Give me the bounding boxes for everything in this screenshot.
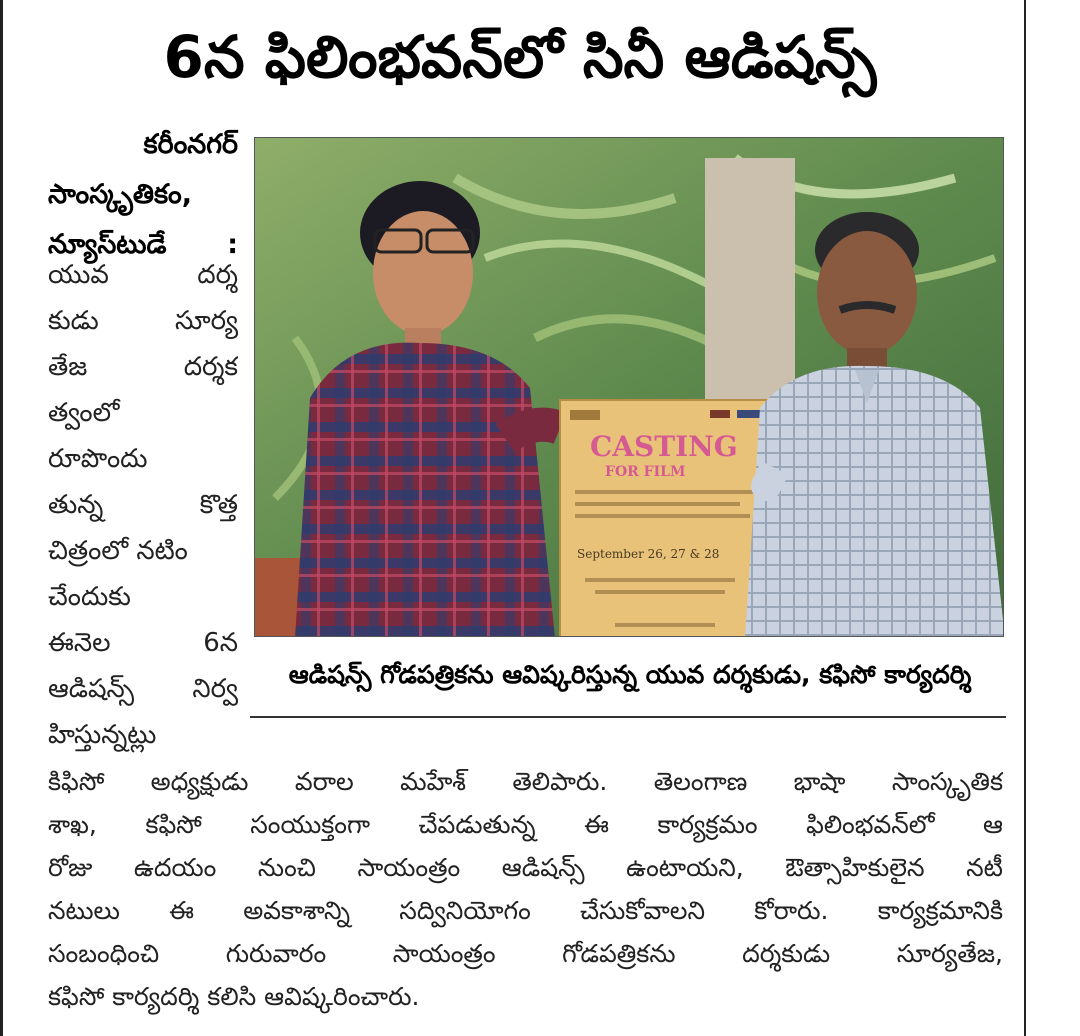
clipping-left-edge (0, 0, 3, 1036)
dateline-line: సాంస్కృతికం, (48, 179, 192, 210)
news-photo (254, 137, 1004, 637)
casting-poster (560, 400, 775, 637)
photo-caption: ఆడిషన్స్ గోడపత్రికను ఆవిష్కరిస్తున్న యువ దర్శకుడు, కఫిసో కార్యదర్శి (288, 660, 972, 689)
article-body (48, 760, 1003, 1018)
left-column-text (48, 252, 238, 758)
dateline-line: న్యూస్‌టుడే : (48, 229, 238, 260)
body-line: సంబంధించి గురువారం సాయంత్రం గోడపత్రికను దర్శకుడు సూర్యతేజ, (48, 939, 1003, 968)
body-line: కఫిసో కార్యదర్శి కలిసి ఆవిష్కరించారు. (48, 982, 420, 1011)
left-column-line: తేజ దర్శక (48, 352, 238, 382)
left-column-line: తున్న కొత్త (48, 490, 238, 520)
photo-illustration (255, 138, 1004, 637)
body-line: కిఫిసో అధ్యక్షుడు వరాల మహేశ్ తెలిపారు. తెలంగాణ భాషా సాంస్కృతిక (48, 767, 1003, 796)
left-column-line: రూపొందు (48, 444, 148, 474)
left-column-line: చిత్రంలో నటిం (48, 536, 188, 566)
poster-subtitle: FOR FILM (605, 464, 686, 480)
left-column-line: కుడు సూర్య (48, 306, 238, 336)
body-line: రోజు ఉదయం నుంచి సాయంత్రం ఆడిషన్స్ ఉంటాయని, ఔత్సాహికులైన నటీ (48, 853, 1003, 882)
caption-divider (250, 716, 1006, 718)
clipping-right-edge (1024, 0, 1026, 1036)
body-line: నటులు ఈ అవకాశాన్ని సద్వినియోగం చేసుకోవాలని కోరారు. కార్యక్రమానికి (48, 896, 1003, 925)
left-column-line: త్వంలో (48, 398, 120, 428)
body-line: శాఖ, కఫిసో సంయుక్తంగా చేపడుతున్న ఈ కార్యక్రమం ఫిలింభవన్‌లో ఆ (48, 810, 1003, 839)
poster-date: September 26, 27 & 28 (577, 547, 720, 561)
dateline-line: కరీంనగర్ (143, 129, 238, 160)
left-column-line: ఈనెల 6న (48, 628, 238, 658)
left-column-line: యువ దర్శ (48, 260, 238, 290)
dateline (48, 120, 238, 270)
pillar (705, 158, 795, 418)
poster-title: CASTING (590, 430, 738, 463)
left-column-line: హిస్తున్నట్లు (48, 720, 157, 750)
left-column-line: చేందుకు (48, 582, 131, 612)
left-column-line: ఆడిషన్స్ నిర్వ (48, 674, 238, 704)
headline: 6న ఫిలింభవన్‌లో సినీ ఆడిషన్స్ (163, 22, 877, 91)
